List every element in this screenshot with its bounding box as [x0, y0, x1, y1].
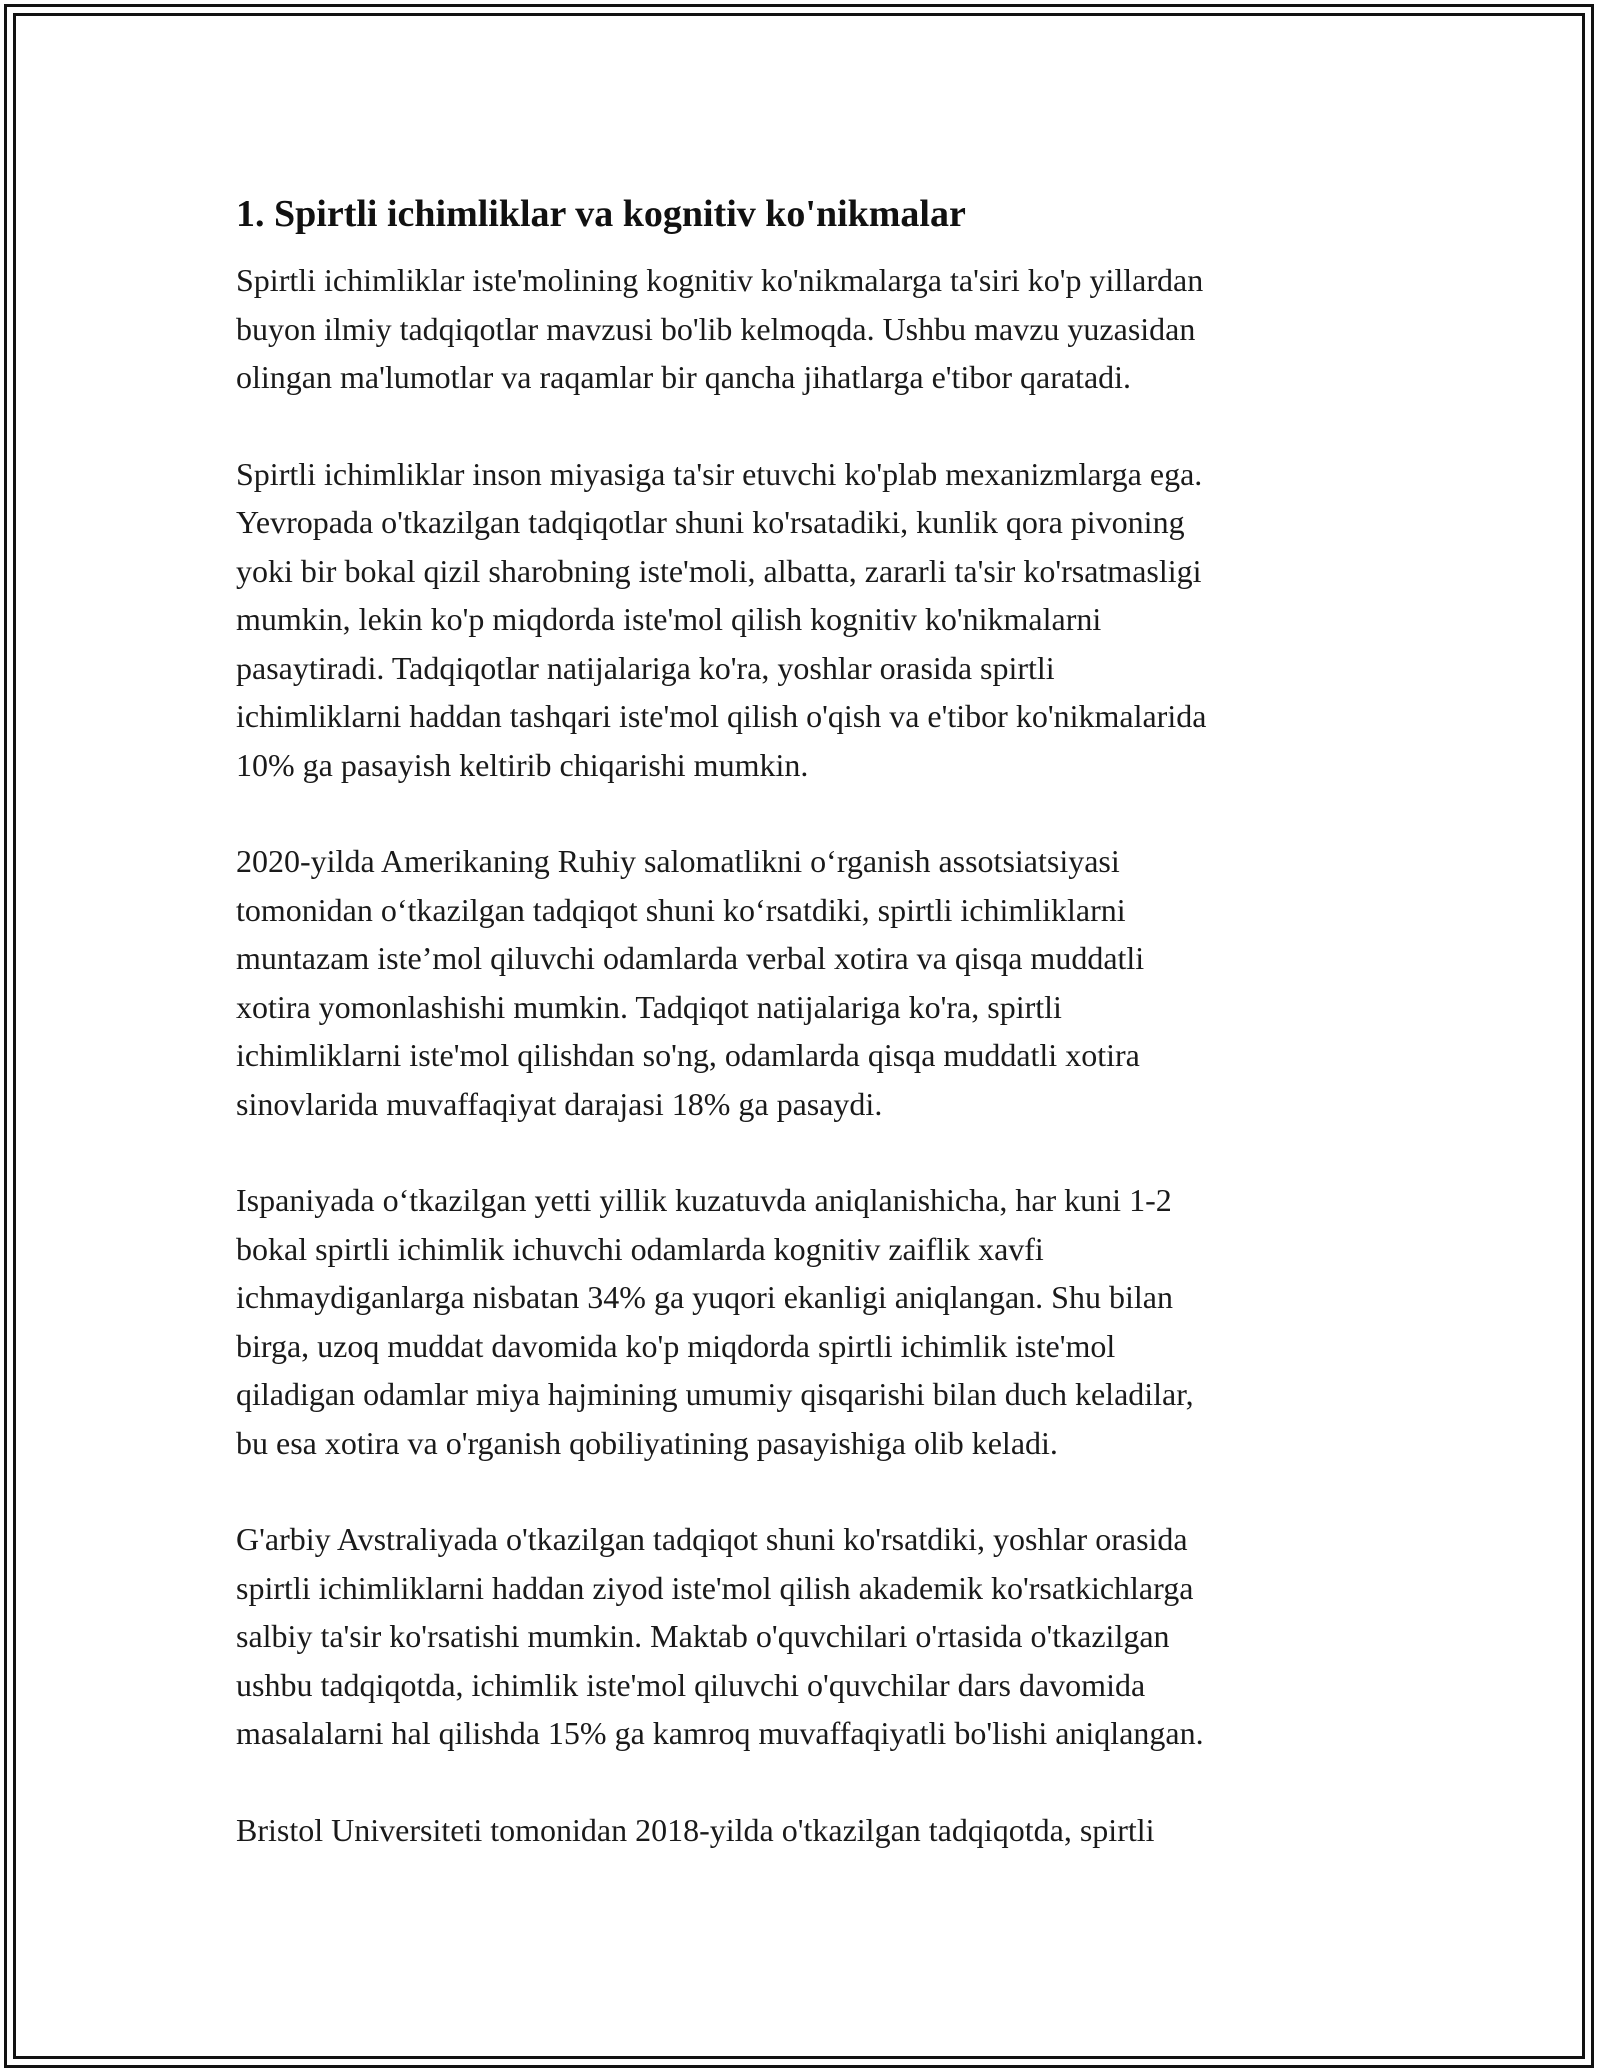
section-heading: 1. Spirtli ichimliklar va kognitiv ko'nikmalar: [236, 193, 966, 235]
paragraph-europe-study: Spirtli ichimliklar inson miyasiga ta'sir etuvchi ko'plab mexanizmlarga ega. Yevropada o'tkazilgan tadqiqotlar shuni ko'rsatadiki, kunlik qora pivoning yoki bir bokal qizil sharobning iste'moli, albatta, zararli ta'sir ko'rsatmasligi mumkin, lekin ko'p miqdorda iste'mol qilish kognitiv ko'nikmalarni pasaytiradi. Tadqiqotlar natijalariga ko'ra, yoshlar orasida spirtli ichimliklarni haddan tashqari iste'mol qilish o'qish va e'tibor ko'nikmalarida 10% ga pasayish keltirib chiqarishi mumkin.: [236, 455, 1207, 783]
paragraph-spain-study: Ispaniyada oʻtkazilgan yetti yillik kuzatuvda aniqlanishicha, har kuni 1-2 bokal spirtli ichimlik ichuvchi odamlarda kognitiv zaiflik xavfi ichmaydiganlarga nisbatan 34% ga yuqori ekanligi aniqlangan. Shu bilan birga, uzoq muddat davomida ko'p miqdorda spirtli ichimlik iste'mol qiladigan odamlar miya hajmining umumiy qisqarishi bilan duch keladilar, bu esa xotira va o'rganish qobiliyatining pasayishiga olib keladi.: [236, 1182, 1194, 1461]
document-body: [236, 186, 1366, 1902]
paragraph-intro: Spirtli ichimliklar iste'molining kognitiv ko'nikmalarga ta'siri ko'p yillardan buyon ilmiy tadqiqotlar mavzusi bo'lib kelmoqda. Ushbu mavzu yuzasidan olingan ma'lumotlar va raqamlar bir qancha jihatlarga e'tibor qaratadi.: [236, 262, 1204, 395]
paragraph-america-study: 2020-yilda Amerikaning Ruhiy salomatlikni oʻrganish assotsiatsiyasi tomonidan oʻtkazilgan tadqiqot shuni koʻrsatdiki, spirtli ichimliklarni muntazam iste’mol qiluvchi odamlarda verbal xotira va qisqa muddatli xotira yomonlashishi mumkin. Tadqiqot natijalariga ko'ra, spirtli ichimliklarni iste'mol qilishdan so'ng, odamlarda qisqa muddatli xotira sinovlarida muvaffaqiyat darajasi 18% ga pasaydi.: [236, 843, 1145, 1122]
paragraph-bristol-study: Bristol Universiteti tomonidan 2018-yilda o'tkazilgan tadqiqotda, spirtli: [236, 1811, 1155, 1848]
paragraph-australia-study: G'arbiy Avstraliyada o'tkazilgan tadqiqot shuni ko'rsatdiki, yoshlar orasida spirtli ichimliklarni haddan ziyod iste'mol qilish akademik ko'rsatkichlarga salbiy ta'sir ko'rsatishi mumkin. Maktab o'quvchilari o'rtasida o'tkazilgan ushbu tadqiqotda, ichimlik iste'mol qiluvchi o'quvchilar dars davomida masalalarni hal qilishda 15% ga kamroq muvaffaqiyatli bo'lishi aniqlangan.: [236, 1521, 1204, 1751]
